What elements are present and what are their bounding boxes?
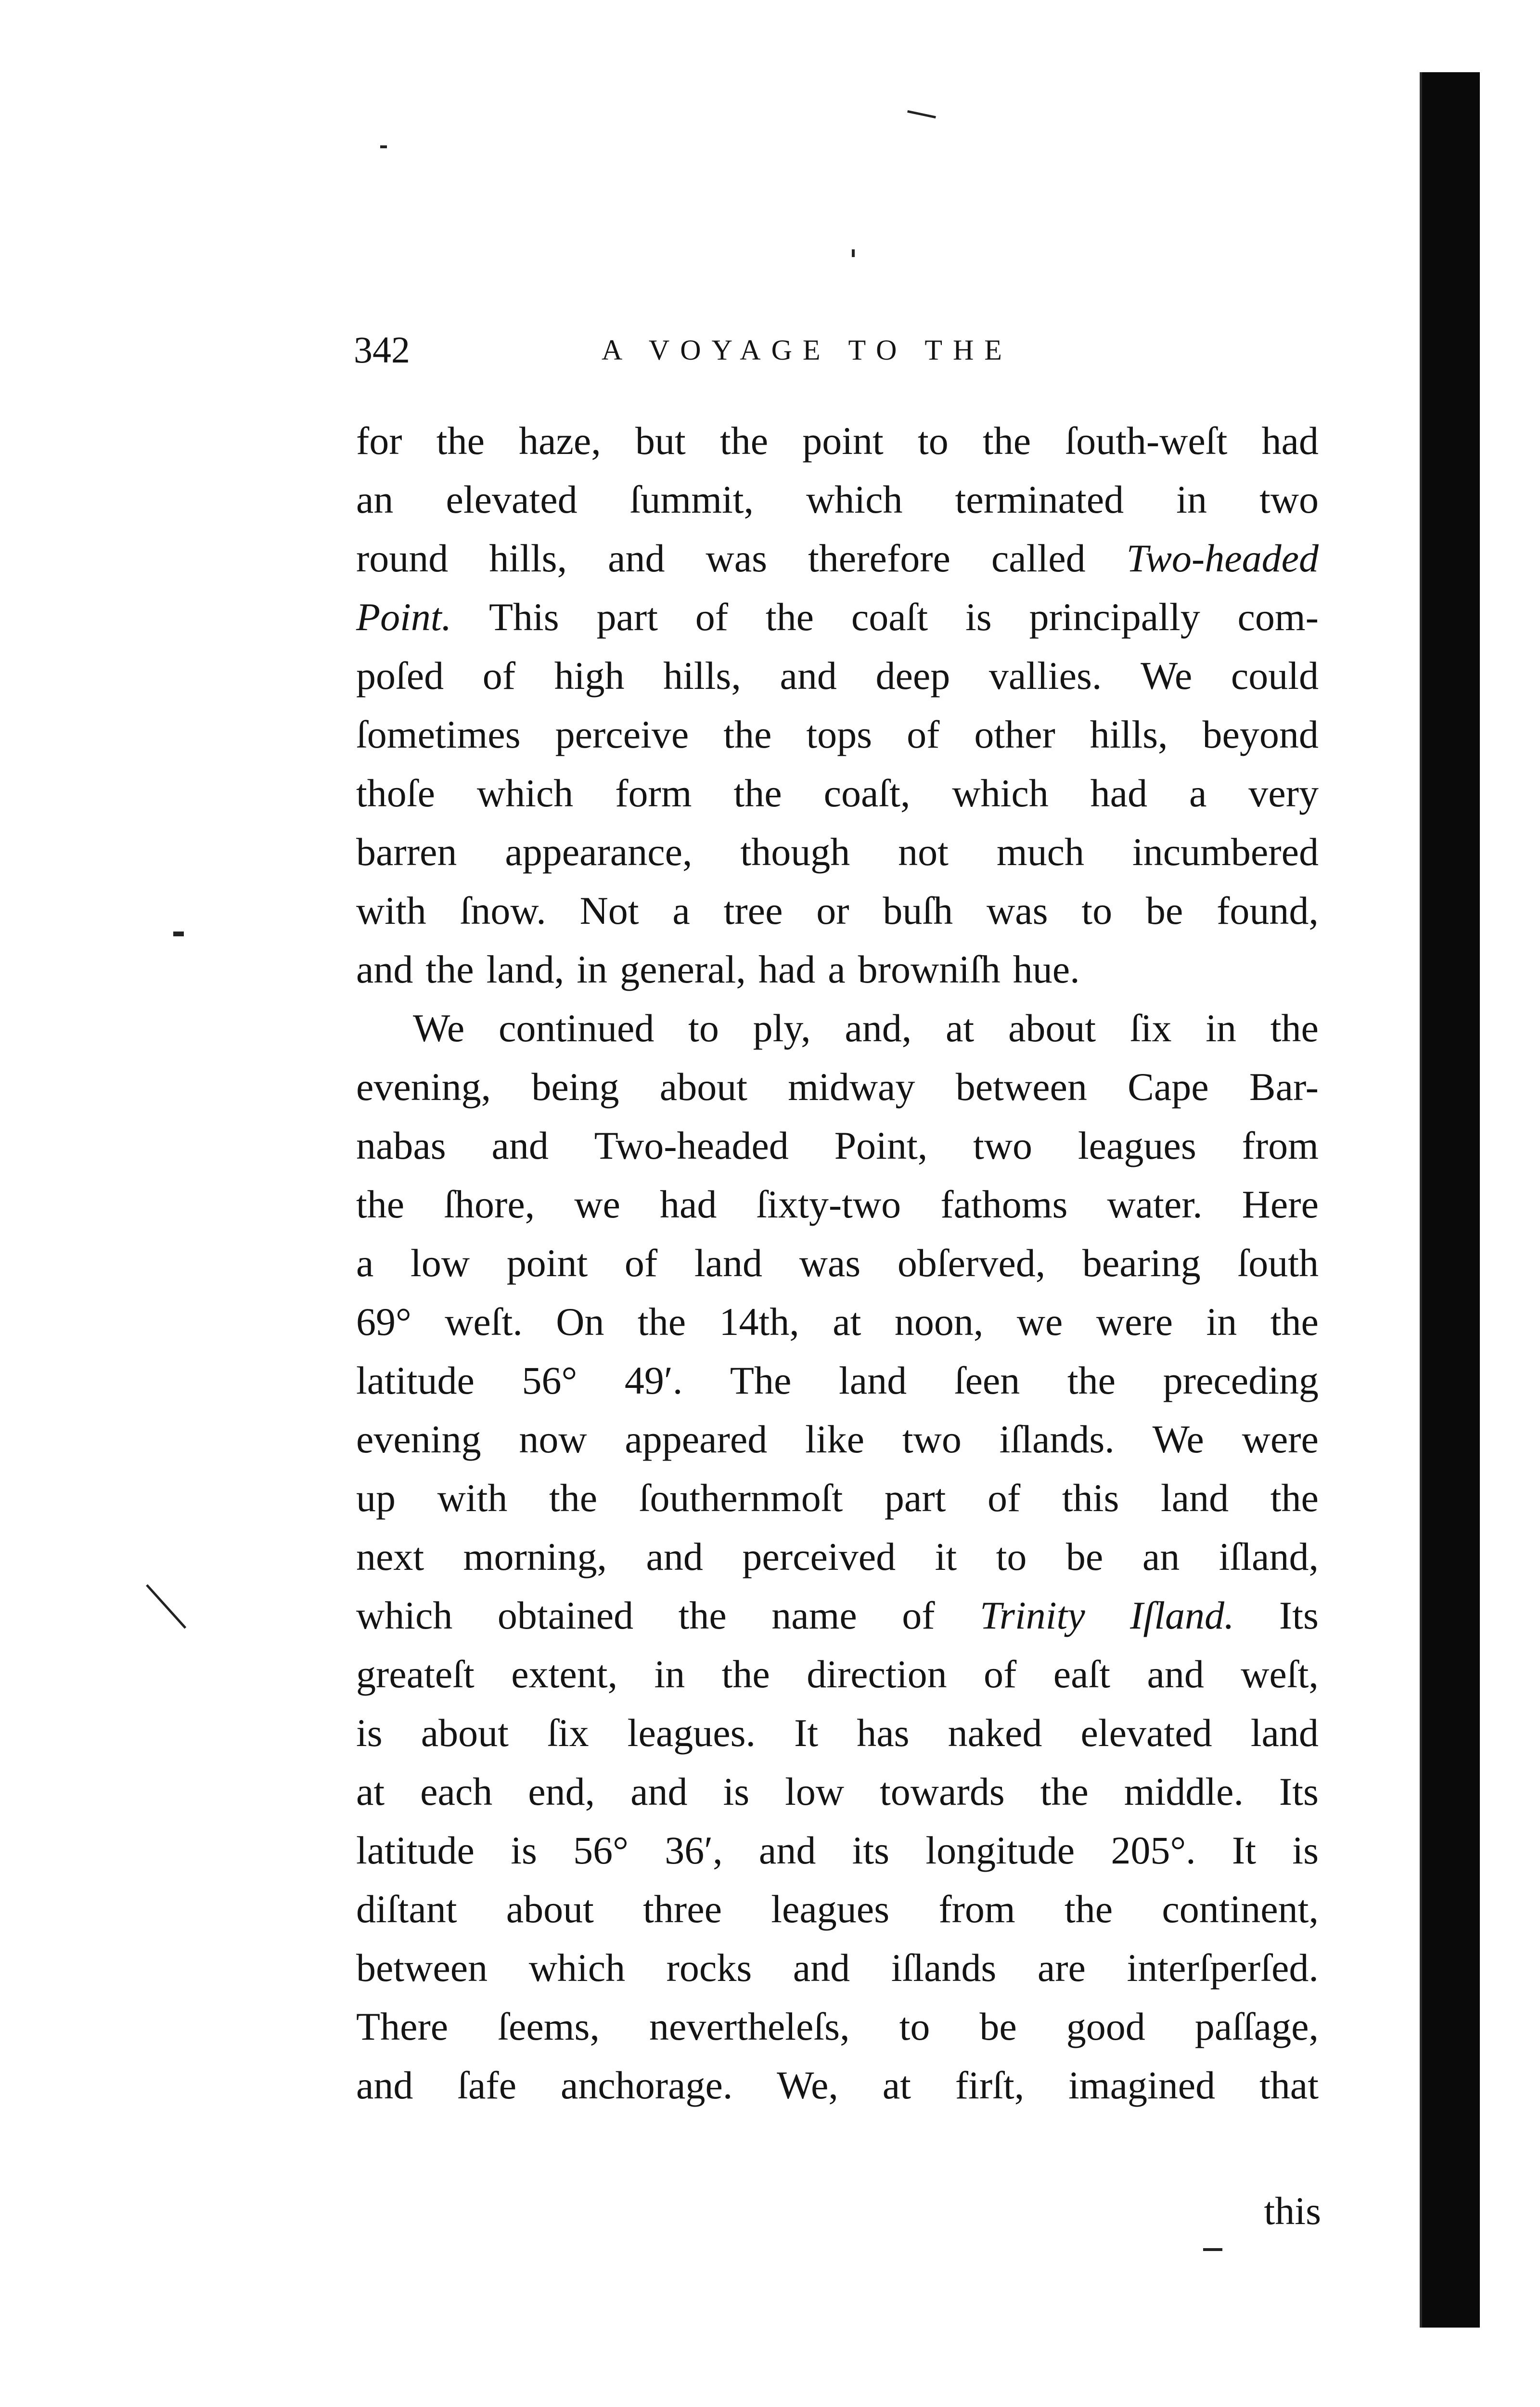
word: longitude bbox=[925, 1828, 1075, 1872]
word: coaſt, bbox=[823, 771, 911, 815]
word: and bbox=[758, 1828, 816, 1872]
word: the bbox=[733, 771, 782, 815]
text-line bbox=[356, 1880, 1319, 1939]
word: Here bbox=[1242, 1182, 1319, 1226]
word: firſt, bbox=[955, 2063, 1025, 2107]
word: We, bbox=[777, 2063, 838, 2107]
word: and bbox=[780, 654, 837, 698]
word: the bbox=[719, 419, 769, 463]
word: vallies. bbox=[988, 654, 1102, 698]
word: are bbox=[1037, 1946, 1086, 1990]
word: of bbox=[902, 1593, 935, 1637]
word: fathoms bbox=[940, 1182, 1068, 1226]
word: has bbox=[857, 1711, 910, 1755]
word: Point. bbox=[356, 595, 452, 639]
word: and bbox=[646, 1535, 703, 1579]
word: evening bbox=[356, 1417, 481, 1461]
word: beyond bbox=[1202, 712, 1319, 756]
word: good bbox=[1066, 2005, 1145, 2048]
word: and bbox=[356, 947, 413, 991]
word: weſt, bbox=[1241, 1652, 1319, 1696]
word: called bbox=[991, 536, 1086, 580]
word: 36′, bbox=[665, 1828, 723, 1872]
word: an bbox=[356, 478, 394, 521]
word: poſed bbox=[356, 654, 444, 698]
scan-speck bbox=[173, 932, 184, 936]
word: ſafe bbox=[457, 2063, 517, 2107]
word: of bbox=[482, 654, 516, 698]
word: which bbox=[356, 1593, 453, 1637]
word: the bbox=[721, 1652, 770, 1696]
word: interſperſed. bbox=[1127, 1946, 1319, 1990]
word: paſſage, bbox=[1194, 2005, 1319, 2048]
word: two bbox=[902, 1417, 962, 1461]
text-line bbox=[356, 529, 1319, 588]
word: principally bbox=[1029, 595, 1200, 639]
word: rocks bbox=[666, 1946, 752, 1990]
word: com- bbox=[1237, 595, 1319, 639]
word: ſometimes bbox=[356, 712, 521, 756]
text-line bbox=[356, 1704, 1319, 1762]
word: the bbox=[765, 595, 814, 639]
word: of bbox=[624, 1241, 658, 1285]
word: 56° bbox=[573, 1828, 629, 1872]
word: land bbox=[1160, 1476, 1229, 1520]
word: low bbox=[785, 1770, 845, 1813]
word: ſnow. bbox=[460, 889, 546, 932]
word: latitude bbox=[356, 1359, 475, 1402]
word: the bbox=[1270, 1476, 1319, 1520]
word: hills, bbox=[489, 536, 567, 580]
word: had bbox=[1261, 419, 1319, 463]
word: Not bbox=[579, 889, 639, 932]
word: 49′. bbox=[624, 1359, 683, 1402]
word: the bbox=[1064, 1887, 1113, 1931]
word: at bbox=[946, 1006, 975, 1050]
word: ſeen bbox=[954, 1359, 1020, 1402]
word: Two-headed bbox=[594, 1124, 789, 1167]
word: in bbox=[577, 947, 608, 991]
word: be bbox=[1065, 1535, 1104, 1579]
word: leagues bbox=[1078, 1124, 1196, 1167]
page-number: 342 bbox=[354, 329, 410, 371]
word: very bbox=[1248, 771, 1319, 815]
word: point bbox=[506, 1241, 588, 1285]
scan-speck bbox=[907, 110, 936, 118]
word: a bbox=[672, 889, 690, 932]
word: of bbox=[987, 1476, 1021, 1520]
word: not bbox=[898, 830, 949, 874]
word: iſlands bbox=[891, 1946, 997, 1990]
text-line bbox=[356, 823, 1319, 881]
word: its bbox=[852, 1828, 890, 1872]
word: being bbox=[531, 1065, 619, 1109]
word: water. bbox=[1107, 1182, 1203, 1226]
word: This bbox=[488, 595, 559, 639]
word: was bbox=[706, 536, 768, 580]
word: the bbox=[356, 1182, 405, 1226]
text-line bbox=[356, 412, 1319, 470]
word: and bbox=[491, 1124, 549, 1167]
word: anchorage. bbox=[560, 2063, 733, 2107]
word: therefore bbox=[808, 536, 950, 580]
word: We bbox=[1140, 654, 1193, 698]
word: the bbox=[425, 947, 474, 991]
word: other bbox=[974, 712, 1055, 756]
word: Trinity bbox=[979, 1593, 1085, 1637]
word: like bbox=[805, 1417, 865, 1461]
word: from bbox=[1242, 1124, 1319, 1167]
word: barren bbox=[356, 830, 457, 874]
word: the bbox=[637, 1300, 686, 1344]
text-line bbox=[356, 1997, 1319, 2056]
word: part bbox=[596, 595, 658, 639]
word: in bbox=[1176, 478, 1207, 521]
word: ſouthernmoſt bbox=[639, 1476, 843, 1520]
word: We bbox=[1152, 1417, 1204, 1461]
text-line bbox=[356, 999, 1319, 1058]
word: middle. bbox=[1124, 1770, 1244, 1813]
word: is bbox=[356, 1711, 383, 1755]
word: haze, bbox=[519, 419, 601, 463]
word: continent, bbox=[1162, 1887, 1319, 1931]
word: Bar- bbox=[1249, 1065, 1319, 1109]
word: of bbox=[695, 595, 729, 639]
word: appearance, bbox=[505, 830, 693, 874]
text-line bbox=[356, 1234, 1319, 1293]
word: at bbox=[356, 1770, 385, 1813]
word: to bbox=[996, 1535, 1027, 1579]
catchword: this bbox=[1264, 2189, 1321, 2233]
word: now bbox=[519, 1417, 587, 1461]
word: of bbox=[984, 1652, 1017, 1696]
word: is bbox=[965, 595, 992, 639]
word: but bbox=[635, 419, 686, 463]
text-line bbox=[356, 1175, 1319, 1234]
text-line bbox=[356, 1939, 1319, 1997]
word: up bbox=[356, 1476, 396, 1520]
word: were bbox=[1242, 1417, 1319, 1461]
word: leagues. bbox=[627, 1711, 756, 1755]
word: the bbox=[549, 1476, 598, 1520]
word: obſerved, bbox=[897, 1241, 1046, 1285]
word: general, bbox=[620, 947, 746, 991]
word: a bbox=[356, 1241, 374, 1285]
text-line bbox=[356, 647, 1319, 705]
word: the bbox=[723, 712, 772, 756]
word: ſouth-weſt bbox=[1065, 419, 1228, 463]
word: from bbox=[938, 1887, 1015, 1931]
word: ſix bbox=[1129, 1006, 1172, 1050]
scan-speck bbox=[146, 1584, 186, 1629]
word: about bbox=[421, 1711, 509, 1755]
word: elevated bbox=[446, 478, 578, 521]
text-line bbox=[356, 1821, 1319, 1880]
word: There bbox=[356, 2005, 449, 2048]
word: about bbox=[506, 1887, 594, 1931]
word: towards bbox=[880, 1770, 1005, 1813]
binding-shadow bbox=[1422, 72, 1480, 2328]
word: name bbox=[771, 1593, 857, 1637]
word: hills, bbox=[1090, 712, 1168, 756]
text-line bbox=[356, 470, 1319, 529]
word: to bbox=[899, 2005, 930, 2048]
word: greateſt bbox=[356, 1652, 475, 1696]
word: continued bbox=[498, 1006, 654, 1050]
word: It bbox=[1232, 1828, 1257, 1872]
text-line bbox=[356, 1410, 1319, 1469]
word: about bbox=[659, 1065, 747, 1109]
text-line bbox=[356, 705, 1319, 764]
text-line bbox=[356, 2056, 1319, 2115]
word: obtained bbox=[497, 1593, 634, 1637]
word: ply, bbox=[753, 1006, 811, 1050]
word: direction bbox=[807, 1652, 947, 1696]
word: we bbox=[574, 1182, 620, 1226]
word: iſlands. bbox=[999, 1417, 1115, 1461]
word: naked bbox=[948, 1711, 1042, 1755]
word: round bbox=[356, 536, 449, 580]
word: two bbox=[1259, 478, 1319, 521]
text-line bbox=[356, 1527, 1319, 1586]
word: part bbox=[884, 1476, 946, 1520]
word: The bbox=[730, 1359, 792, 1402]
word: incumbered bbox=[1132, 830, 1319, 874]
word: land, bbox=[486, 947, 565, 991]
word: in bbox=[1206, 1006, 1237, 1050]
word: is bbox=[723, 1770, 750, 1813]
word: and bbox=[356, 2063, 413, 2107]
word: to bbox=[918, 419, 949, 463]
word: Its bbox=[1279, 1770, 1319, 1813]
word: browniſh bbox=[858, 947, 1001, 991]
text-line bbox=[356, 1058, 1319, 1116]
word: and, bbox=[845, 1006, 912, 1050]
word: low bbox=[411, 1241, 470, 1285]
word: tree bbox=[723, 889, 783, 932]
word: had bbox=[1090, 771, 1148, 815]
word: leagues bbox=[771, 1887, 890, 1931]
word: tops bbox=[806, 712, 873, 756]
word: eaſt bbox=[1053, 1652, 1111, 1696]
word: a bbox=[1189, 771, 1207, 815]
word: the bbox=[436, 419, 485, 463]
word: and bbox=[608, 536, 665, 580]
word: buſh bbox=[883, 889, 953, 932]
word: which bbox=[952, 771, 1049, 815]
word: appeared bbox=[625, 1417, 768, 1461]
word: perceive bbox=[555, 712, 689, 756]
word: the bbox=[1270, 1300, 1319, 1344]
word: Cape bbox=[1128, 1065, 1209, 1109]
word: 56° bbox=[522, 1359, 578, 1402]
word: and bbox=[1147, 1652, 1204, 1696]
word: much bbox=[996, 830, 1084, 874]
word: though bbox=[740, 830, 850, 874]
word: to bbox=[688, 1006, 719, 1050]
word: between bbox=[356, 1946, 488, 1990]
word: land bbox=[694, 1241, 763, 1285]
word: point bbox=[802, 419, 884, 463]
word: bearing bbox=[1082, 1241, 1201, 1285]
word: was bbox=[986, 889, 1048, 932]
word: elevated bbox=[1080, 1711, 1212, 1755]
word: found, bbox=[1217, 889, 1319, 932]
word: or bbox=[816, 889, 849, 932]
word: was bbox=[799, 1241, 861, 1285]
text-line bbox=[356, 1351, 1319, 1410]
text-line bbox=[356, 1116, 1319, 1175]
word: is bbox=[511, 1828, 537, 1872]
word: at bbox=[833, 1300, 861, 1344]
scan-speck bbox=[852, 249, 855, 257]
word: 69° bbox=[356, 1300, 411, 1344]
text-line bbox=[356, 1762, 1319, 1821]
word: coaſt bbox=[851, 595, 928, 639]
word: the bbox=[1040, 1770, 1089, 1813]
word: Its bbox=[1279, 1593, 1319, 1637]
word: thoſe bbox=[356, 771, 435, 815]
word: the bbox=[1270, 1006, 1319, 1050]
word: could bbox=[1231, 654, 1319, 698]
word: deep bbox=[875, 654, 950, 698]
word: Point, bbox=[834, 1124, 928, 1167]
word: we bbox=[1016, 1300, 1063, 1344]
word: the bbox=[1067, 1359, 1116, 1402]
word: latitude bbox=[356, 1828, 475, 1872]
word: which bbox=[806, 478, 903, 521]
word: terminated bbox=[955, 478, 1124, 521]
word: It bbox=[794, 1711, 819, 1755]
word: land bbox=[838, 1359, 907, 1402]
word: in bbox=[654, 1652, 685, 1696]
word: land bbox=[1250, 1711, 1319, 1755]
word: hills, bbox=[663, 654, 741, 698]
text-line bbox=[356, 1586, 1319, 1645]
word: with bbox=[356, 889, 426, 932]
word: 205°. bbox=[1111, 1828, 1196, 1872]
word: ſummit, bbox=[629, 478, 754, 521]
word: were bbox=[1096, 1300, 1173, 1344]
word: nabas bbox=[356, 1124, 446, 1167]
word: which bbox=[528, 1946, 626, 1990]
word: morning, bbox=[463, 1535, 607, 1579]
word: nevertheleſs, bbox=[649, 2005, 850, 2048]
word: hue. bbox=[1013, 947, 1080, 991]
word: ſix bbox=[547, 1711, 589, 1755]
word: ſouth bbox=[1237, 1241, 1319, 1285]
word: two bbox=[973, 1124, 1033, 1167]
word: perceived bbox=[742, 1535, 896, 1579]
word: preceding bbox=[1163, 1359, 1319, 1402]
word: is bbox=[1292, 1828, 1319, 1872]
word: for bbox=[356, 419, 402, 463]
word: weſt. bbox=[445, 1300, 523, 1344]
word: this bbox=[1062, 1476, 1119, 1520]
word: each bbox=[420, 1770, 493, 1813]
word: On bbox=[556, 1300, 604, 1344]
running-title: A VOYAGE TO THE bbox=[602, 334, 1013, 366]
word: that bbox=[1259, 2063, 1319, 2107]
text-line bbox=[356, 881, 1319, 940]
word: next bbox=[356, 1535, 424, 1579]
scan-speck bbox=[1203, 2248, 1222, 2251]
word: in bbox=[1206, 1300, 1237, 1344]
word: high bbox=[554, 654, 625, 698]
scan-speck bbox=[380, 145, 387, 148]
word: the bbox=[982, 419, 1031, 463]
word: to bbox=[1081, 889, 1113, 932]
word: between bbox=[955, 1065, 1087, 1109]
word: diſtant bbox=[356, 1887, 457, 1931]
word: 14th, bbox=[719, 1300, 799, 1344]
word: about bbox=[1008, 1006, 1096, 1050]
word: iſland, bbox=[1219, 1535, 1319, 1579]
word: the bbox=[678, 1593, 727, 1637]
word: Iſland. bbox=[1130, 1593, 1234, 1637]
word: with bbox=[437, 1476, 508, 1520]
word: ſeems, bbox=[498, 2005, 600, 2048]
word: ſixty-two bbox=[756, 1182, 901, 1226]
text-line bbox=[356, 588, 1319, 647]
word: and bbox=[793, 1946, 850, 1990]
word: had bbox=[660, 1182, 717, 1226]
word: evening, bbox=[356, 1065, 491, 1109]
word: noon, bbox=[894, 1300, 984, 1344]
word: midway bbox=[788, 1065, 915, 1109]
word: it bbox=[935, 1535, 957, 1579]
text-line bbox=[356, 764, 1319, 823]
word: a bbox=[828, 947, 846, 991]
word: at bbox=[882, 2063, 911, 2107]
text-line bbox=[356, 1645, 1319, 1704]
word: We bbox=[413, 1006, 465, 1050]
text-line bbox=[356, 1293, 1319, 1351]
word: be bbox=[979, 2005, 1017, 2048]
word: Two-headed bbox=[1126, 536, 1319, 580]
word: ſhore, bbox=[444, 1182, 535, 1226]
text-line bbox=[356, 940, 1319, 999]
word: imagined bbox=[1068, 2063, 1216, 2107]
running-head bbox=[354, 324, 1345, 376]
word: extent, bbox=[511, 1652, 618, 1696]
word: had bbox=[758, 947, 816, 991]
word: end, bbox=[528, 1770, 595, 1813]
word: form bbox=[615, 771, 692, 815]
word: an bbox=[1142, 1535, 1180, 1579]
text-line bbox=[356, 1469, 1319, 1527]
word: and bbox=[630, 1770, 688, 1813]
word: of bbox=[907, 712, 940, 756]
word: three bbox=[643, 1887, 722, 1931]
word: which bbox=[476, 771, 574, 815]
body-text bbox=[356, 412, 1319, 2115]
word: be bbox=[1145, 889, 1183, 932]
